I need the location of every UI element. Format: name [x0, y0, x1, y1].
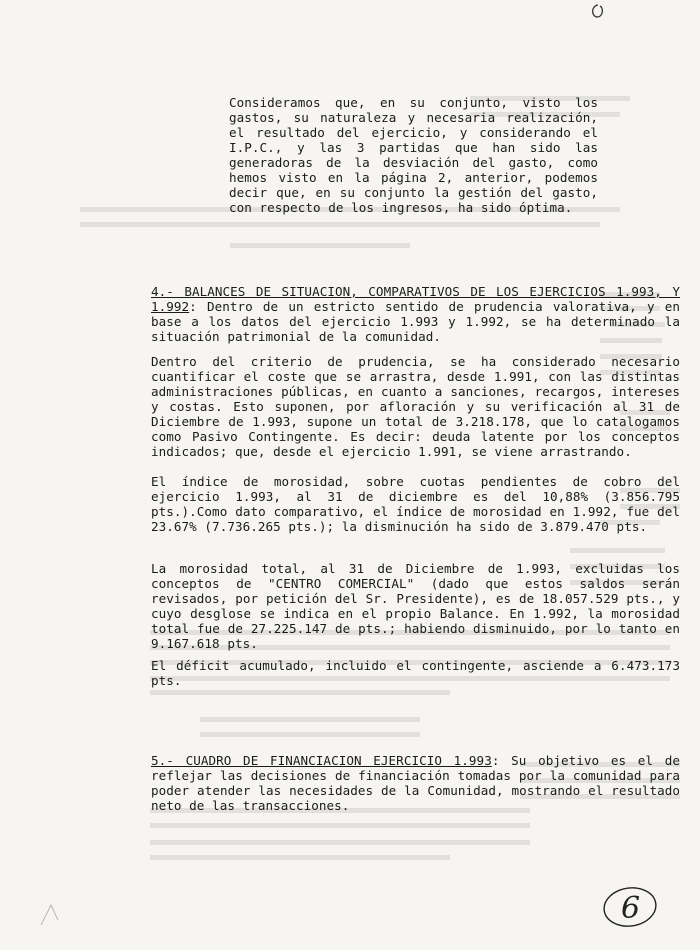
section-5 [151, 753, 680, 813]
morosidad-total-text: La morosidad total, al 31 de Diciembre de 1.993, excluidas los conceptos de "CENTRO COMERCIAL" (dado que estos saldos serán revisados, por petición del Sr. Presidente), es de 18.057.529 pts., y cuyo desglose se indica en el propio Balance. En 1.992, la morosidad total fue de 27.225.147 de pts.; habiendo disminuido, por lo tanto en 9.167.618 pts. [151, 561, 680, 651]
paragraph-morosidad-indice [151, 474, 680, 534]
paragraph-deficit [151, 658, 680, 688]
paragraph-morosidad-total [151, 561, 680, 651]
corner-scribble-icon [588, 2, 608, 22]
margin-smudge [36, 900, 66, 930]
section-4-heading: 4.- BALANCES DE SITUACION, COMPARATIVOS DE LOS EJERCICIOS 1.993, Y 1.992 [151, 284, 680, 314]
section-5-heading: 5.- CUADRO DE FINANCIACION EJERCICIO 1.993 [151, 753, 492, 768]
prudencia-text: Dentro del criterio de prudencia, se ha considerado necesario cuantificar el coste que se arrastra, desde 1.991, con las distintas administraciones públicas, en cuanto a sanciones, recargos, intereses y costas. Esto suponen, por afloración y su verificación al 31 de Diciembre de 1.993, supone un total de 3.218.178, que lo catalogamos como Pasivo Contingente. Es decir: deuda latente por los conceptos indicados; que, desde el ejercicio 1.991, se viene arrastrando. [151, 354, 680, 459]
deficit-text: El déficit acumulado, incluido el contingente, asciende a 6.473.173 pts. [151, 658, 680, 688]
section-4 [151, 284, 680, 344]
page-number: 6 [621, 891, 641, 926]
intro-text: Consideramos que, en su conjunto, visto los gastos, su naturaleza y necesaria realización, el resultado del ejercicio, y considerando el I.P.C., y las 3 partidas que han sido las generadoras de la desviación del gasto, como hemos visto en la página 2, anterior, podemos decir que, en su conjunto la gestión del gasto, con respecto de los ingresos, ha sido óptima. [229, 95, 598, 215]
paragraph-intro [229, 95, 598, 215]
section-4-text: : Dentro de un estricto sentido de prudencia valorativa, y en base a los datos del ejercicio 1.993 y 1.992, se ha determinado la situación patrimonial de la comunidad. [151, 299, 680, 344]
section-5-text: : Su objetivo es el de reflejar las decisiones de financiación tomadas por la comunidad para poder atender las necesidades de la Comunidad, mostrando el resultado neto de las transacciones. [151, 753, 681, 813]
paragraph-prudencia [151, 354, 680, 459]
page-number-circle [600, 882, 660, 932]
morosidad-indice-text: El índice de morosidad, sobre cuotas pendientes de cobro del ejercicio 1.993, al 31 de diciembre es del 10,88% (3.856.795 pts.).Como dato comparativo, el índice de morosidad en 1.992, fue del 23.67% (7.736.265 pts.); la disminución ha sido de 3.879.470 pts. [151, 474, 680, 534]
